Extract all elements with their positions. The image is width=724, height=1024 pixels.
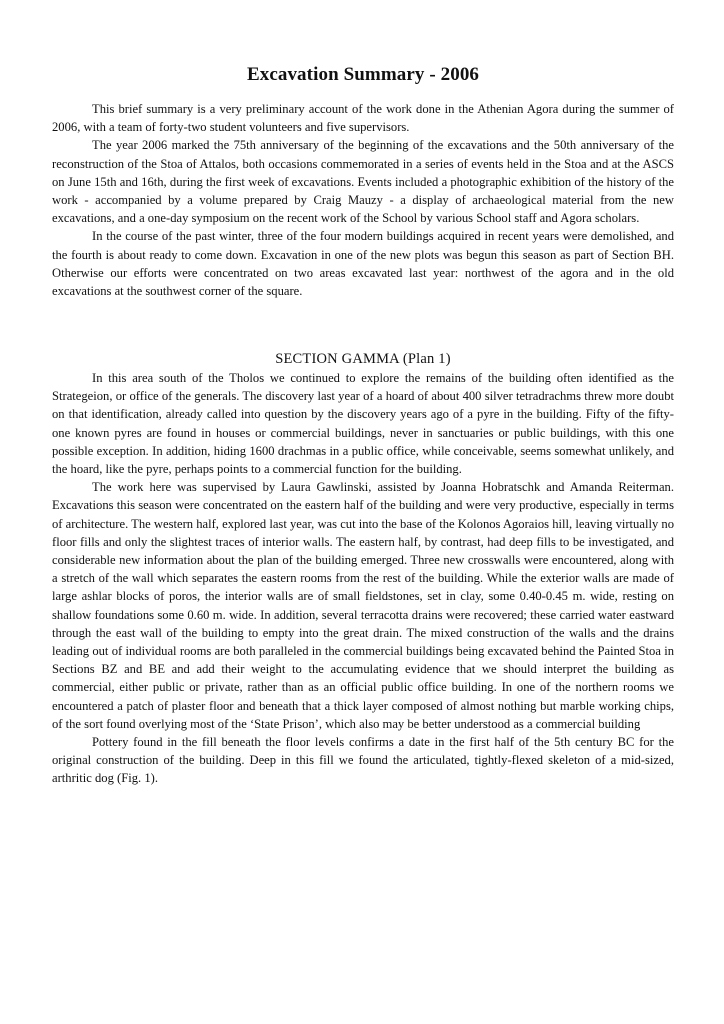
section-gamma-heading: SECTION GAMMA (Plan 1) [275,351,451,367]
gamma-paragraph-3: Pottery found in the fill beneath the floor levels confirms a date in the first half of the 5th century BC for the original construction of the building. Deep in this fill we found the articulated, tightly-flexed skeleton of a mid-sized, arthritic dog (Fig. 1). [52,735,674,786]
gamma-paragraph-1: In this area south of the Tholos we continued to explore the remains of the building often identified as the Strategeion, or office of the generals. The discovery last year of a hoard of about 400 silver tetradrachms threw more doubt on that identification, already called into question by the discovery years ago of a pyre in the building. Fifty of the fifty-one known pyres are found in houses or commercial buildings, never in sanctuaries or public buildings, with this one possible exception. In addition, hiding 1600 drachmas in a public office, while conceivable, seems somewhat unlikely, and the hoard, like the pyre, perhaps points to a commercial function for the building. [52,371,674,477]
intro-paragraph-3: In the course of the past winter, three of the four modern buildings acquired in recent years were demolished, and the fourth is about ready to come down. Excavation in one of the new plots was begun this season as part of Section BH. Otherwise our efforts were concentrated on two areas excavated last year: northwest of the agora and in the old excavations at the southwest corner of the square. [52,229,674,299]
intro-paragraph-2: The year 2006 marked the 75th anniversary of the beginning of the excavations and the 50th anniversary of the reconstruction of the Stoa of Attalos, both occasions commemorated in a series of events held in the Stoa and at the ASCS on June 15th and 16th, during the first week of excavations. Events included a photographic exhibition of the history of the work - accompanied by a volume prepared by Craig Mauzy - a display of archaeological material from the new excavations, and a one-day symposium on the recent work of the School by various School staff and Agora scholars. [52,138,674,226]
document-title: Excavation Summary - 2006 [246,64,480,85]
section-gamma-body [52,369,674,788]
document-page [52,0,674,1024]
intro-section [52,100,674,300]
intro-paragraph-1: This brief summary is a very preliminary account of the work done in the Athenian Agora during the summer of 2006, with a team of forty-two student volunteers and five supervisors. [52,102,674,135]
gamma-paragraph-2: The work here was supervised by Laura Gawlinski, assisted by Joanna Hobratschk and Amanda Reiterman. Excavations this season were concentrated on the eastern half of the building and were very productive, especially in terms of architecture. The western half, explored last year, was cut into the base of the Kolonos Agoraios hill, leaving virtually no floor fills and only the slightest traces of interior walls. The eastern half, by contrast, had deep fills to be investigated, and considerable new information about the plan of the building emerged. Three new crosswalls were encountered, along with a stretch of the wall which separates the eastern rooms from the rest of the building. While the exterior walls are made of large ashlar blocks of poros, the interior walls are of small fieldstones, set in clay, some 0.40-0.45 m. wide, resting on shallow foundations some 0.60 m. wide. In addition, several terracotta drains were recovered; these carried water eastward through the east wall of the building to empty into the great drain. The mixed construction of the walls and the drains leading out of individual rooms are both paralleled in the commercial buildings being excavated behind the Painted Stoa in Sections BZ and BE and add their weight to the accumulating evidence that we should interpret the building as commercial, either public or private, rather than as an official public office building. In one of the northern rooms we encountered a patch of plaster floor and beneath that a thick layer composed of almost nothing but marble working chips, of the sort found overlying most of the ‘State Prison’, which also may be better understood as a commercial building [52,480,674,731]
